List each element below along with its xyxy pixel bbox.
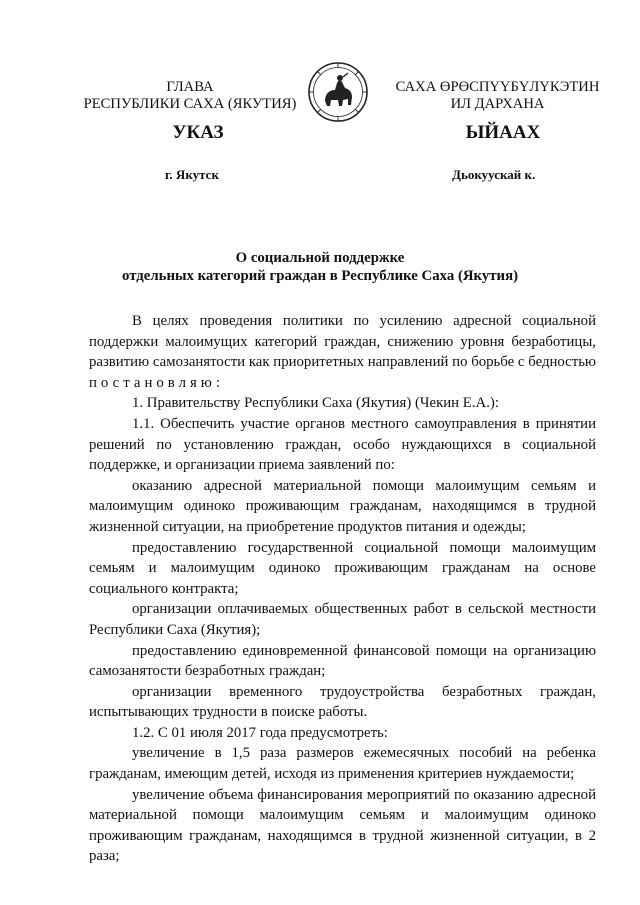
paragraph-item: оказанию адресной материальной помощи малоимущим семьям и малоимущим одиноко проживающим гражданам, находящимся в трудной жизненной ситуации, на приобретение продуктов питания и одежды;: [89, 477, 596, 535]
decree-title: [100, 249, 540, 285]
paragraph-item: предоставлению единовременной финансовой помощи на организацию самозанятости безработных граждан;: [89, 642, 596, 680]
decree-body: [89, 311, 596, 867]
paragraph-1-2: 1.2. С 01 июля 2017 года предусмотреть:: [132, 724, 388, 741]
paragraph-intro: [89, 311, 596, 393]
paragraph-1-1: 1.1. Обеспечить участие органов местного самоуправления в принятии решений по установлению граждан, особо нуждающихся в социальной поддержке, и организации приема заявлений по:: [89, 415, 596, 474]
city-ru: г. Якутск: [165, 167, 219, 182]
paragraph-item: увеличение в 1,5 раза размеров ежемесячных пособий на ребенка гражданам, имеющим детей, исходя из применения критериев нуждаемости;: [89, 745, 596, 783]
paragraph-item: организации оплачиваемых общественных работ в сельской местности Республики Саха (Якутия);: [89, 601, 596, 638]
intro-spaced-text: постановляю:: [89, 374, 224, 391]
issuer-sah-line2: ИЛ ДАРХАНА: [450, 96, 545, 112]
paragraph-1: 1. Правительству Республики Саха (Якутия) (Чекин Е.А.):: [132, 395, 499, 412]
paragraph-item: увеличение объема финансирования мероприятий по оказанию адресной материальной помощи малоимущим семьям и малоимущим одиноко проживающим гражданам, находящимся в трудной жизненной ситуации, в 2 раза;: [89, 786, 596, 865]
city-sah: Дьокуускай к.: [452, 167, 536, 182]
paragraph-item: предоставлению государственной социальной помощи малоимущим семьям и малоимущим одиноко проживающим гражданам на основе социального контракта;: [89, 539, 596, 597]
paragraph-item: организации временного трудоустройства безработных граждан, испытывающих трудности в поиске работы.: [89, 683, 596, 721]
issuer-ru-line1: ГЛАВА: [166, 79, 214, 95]
intro-text: В целях проведения политики по усилению адресной социальной поддержки малоимущих категорий граждан, снижению уровня безработицы, развитию самозанятости как приоритетных направлений по борьбе с бедностью: [89, 313, 596, 371]
doc-type-sah: ЫЙААХ: [465, 122, 541, 143]
issuer-sah: [380, 79, 615, 113]
decree-title-line2: отдельных категорий граждан в Республике Саха (Якутия): [122, 268, 518, 284]
coat-of-arms-icon: [307, 61, 369, 123]
decree-title-line1: О социальной поддержке: [235, 250, 405, 266]
issuer-sah-line1: САХА ӨРӨСПҮҮБҮЛҮКЭТИН: [395, 79, 600, 95]
doc-type-ru: УКАЗ: [172, 122, 224, 143]
issuer-ru-line2: РЕСПУБЛИКИ САХА (ЯКУТИЯ): [83, 96, 297, 112]
issuer-ru: [70, 79, 310, 113]
